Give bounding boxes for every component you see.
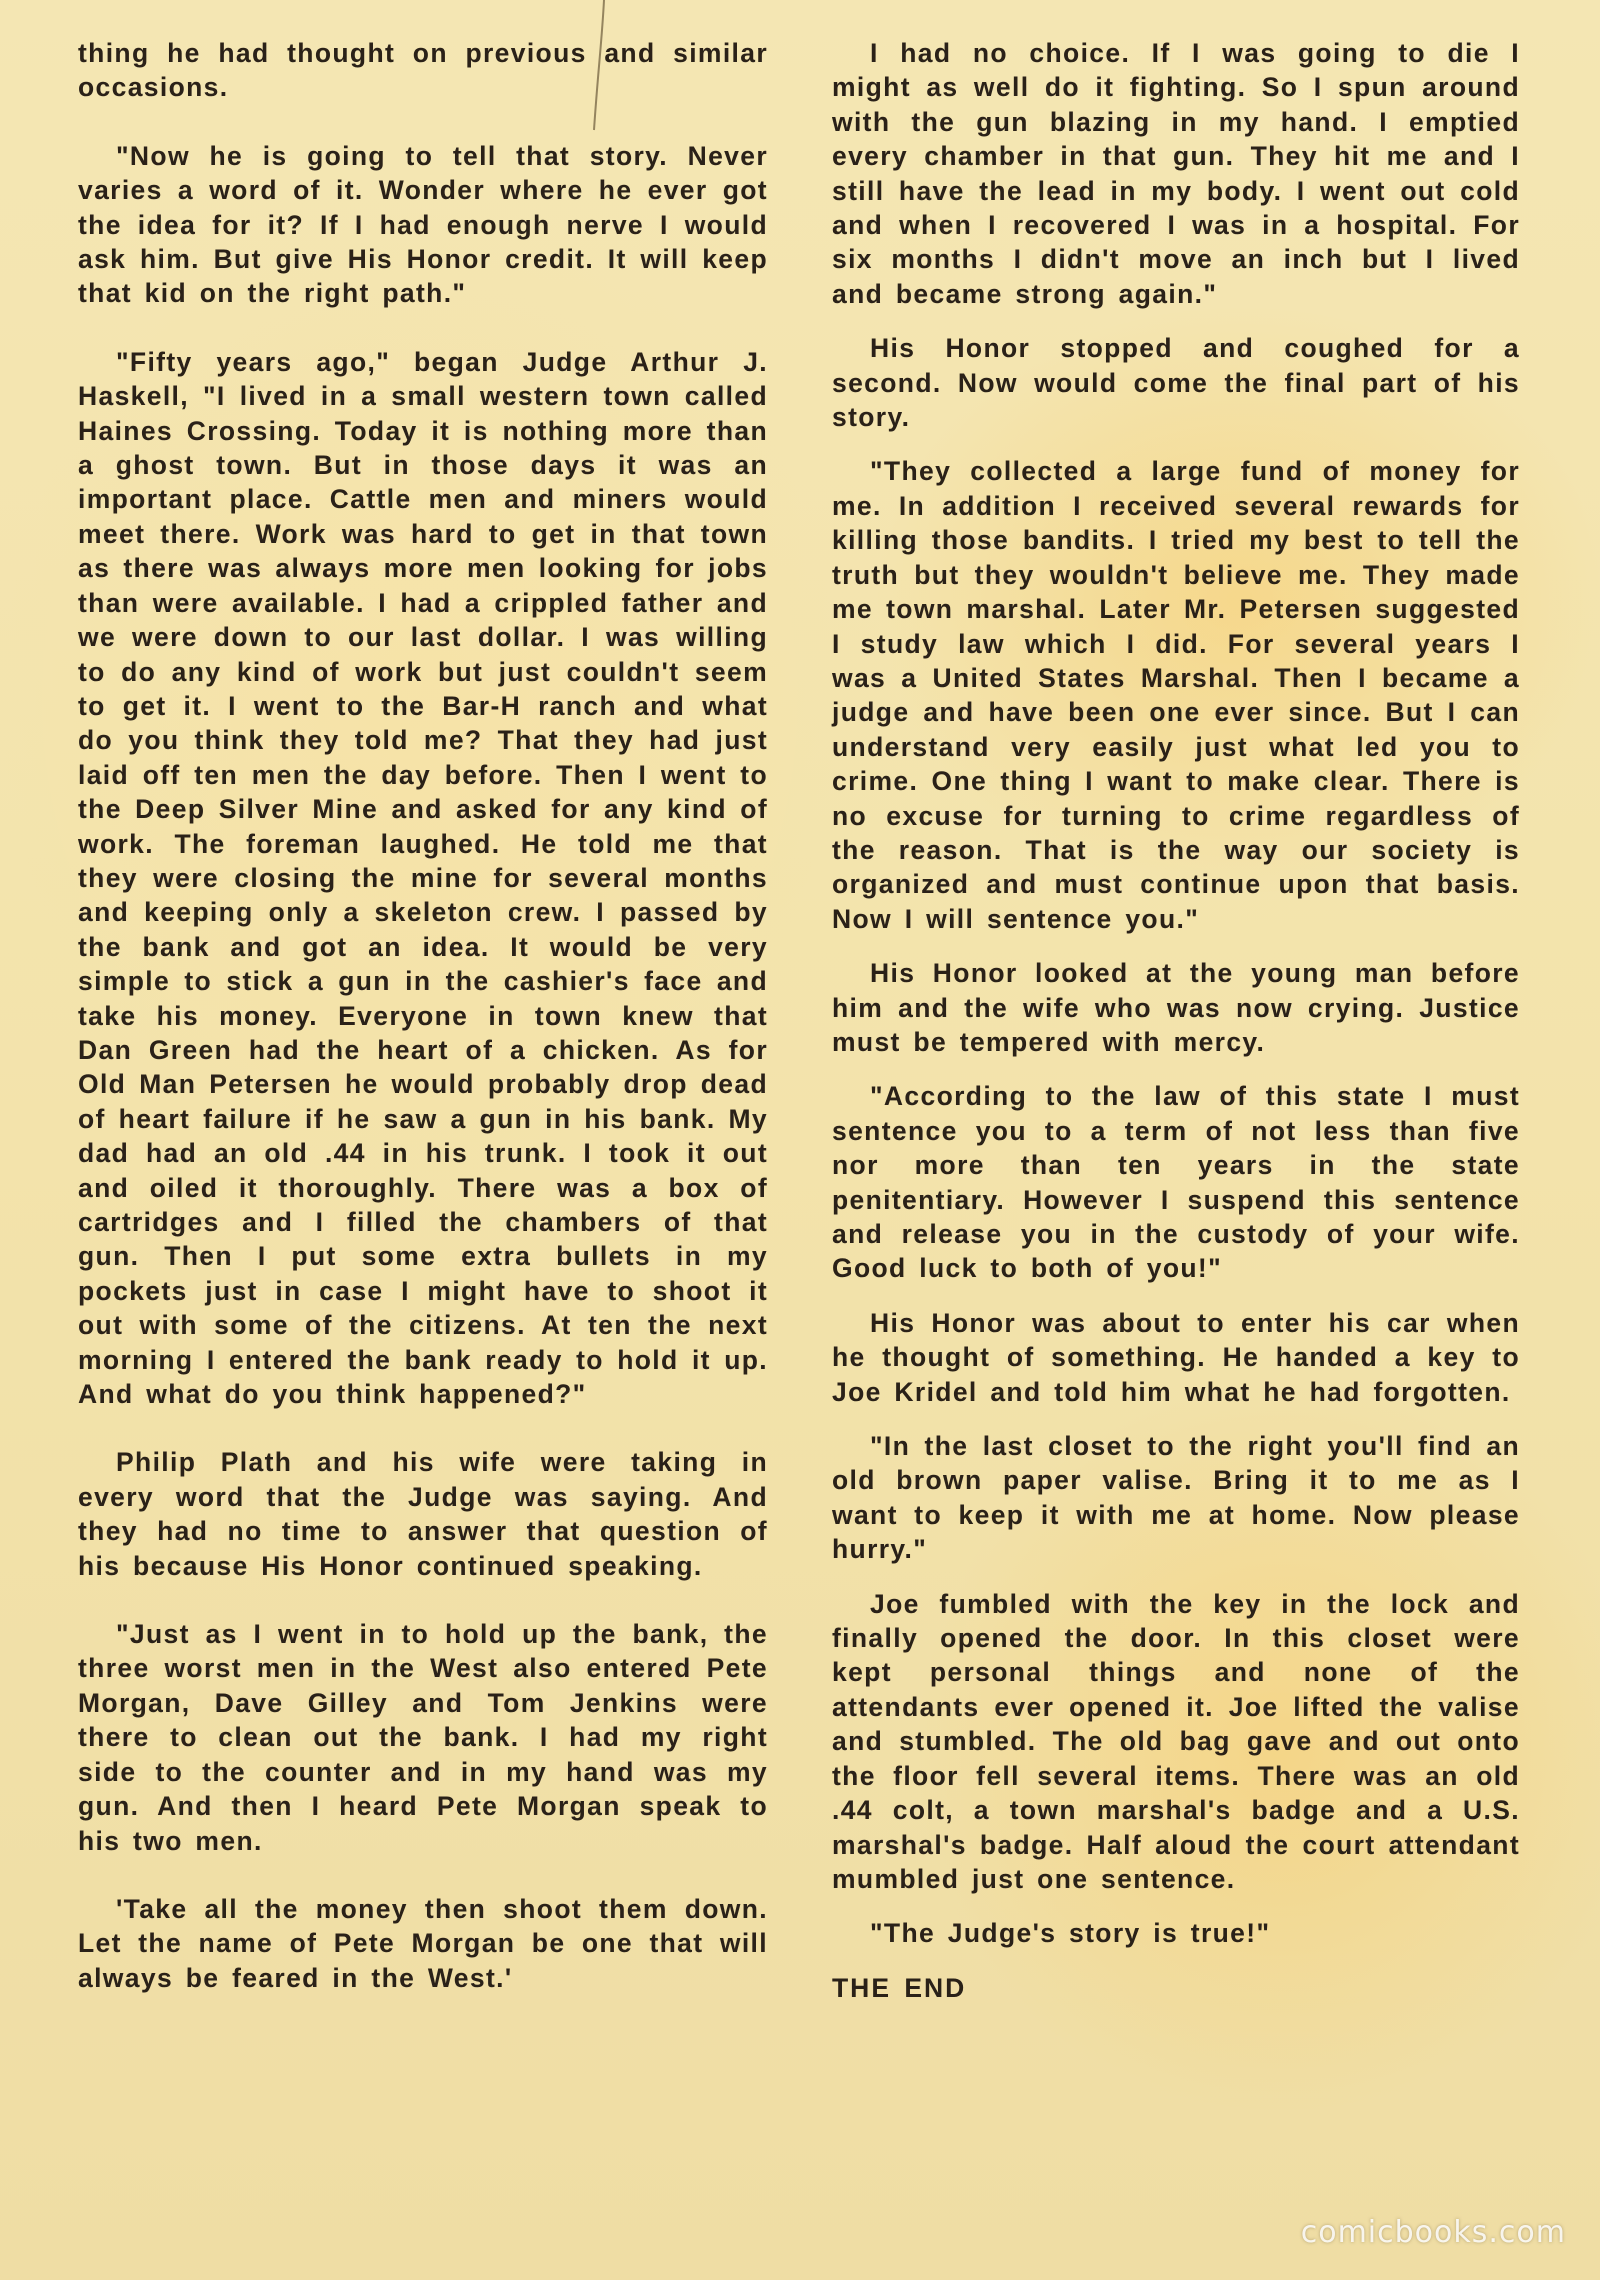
story-paragraph: "Now he is going to tell that story. Never varies a word of it. Wonder where he ever got the idea for it? If I had enough nerve I would ask him. But give His Honor credit. It will keep that kid on the right path." [78,140,768,309]
site-watermark: comicbooks.com [1300,2215,1566,2250]
story-paragraph: Joe fumbled with the key in the lock and finally opened the door. In this closet were kept personal things and none of the attendants ever opened it. Joe lifted the valise and stumbled. The old bag gave and out onto the floor fell several items. There was an old .44 colt, a town marshal's badge and a U.S. marshal's badge. Half aloud the court attendant mumbled just one sentence. [832,1588,1520,1894]
story-paragraph: "The Judge's story is true!" [870,1918,1271,1949]
story-paragraph: 'Take all the money then shoot them down. Let the name of Pete Morgan be one that will always be feared in the West.' [78,1893,768,1993]
story-paragraph: "Just as I went in to hold up the bank, the three worst men in the West also entered Pete Morgan, Dave Gilley and Tom Jenkins were there to clean out the bank. I had my right side to the counter and in my hand was my gun. And then I heard Pete Morgan speak to his two men. [78,1619,768,1856]
story-paragraph: His Honor looked at the young man before him and the wife who was now crying. Justice must be tempered with mercy. [832,958,1520,1057]
story-paragraph: I had no choice. If I was going to die I might as well do it fighting. So I spun around with the gun blazing in my hand. I emptied every chamber in that gun. They hit me and I still have the lead in my body. I went out cold and when I recovered I was in a hospital. For six months I didn't move an inch but I lived and became strong again." [832,38,1520,309]
left-text-column [78,36,768,2029]
story-paragraph: His Honor was about to enter his car when he thought of something. He handed a key to Joe Kridel and told him what he had forgotten. [832,1307,1520,1407]
story-paragraph: "They collected a large fund of money for me. In addition I received several rewards for killing those bandits. I tried my best to tell the truth but they wouldn't believe me. They made me town marshal. Later Mr. Petersen suggested I study law which I did. For several years I was a United States Marshal. Then I became a judge and have been one ever since. But I can understand very easily just what led you to crime. One thing I want to make clear. There is no excuse for turning to crime regardless of the reason. That is the way our society is organized and must continue upon that basis. Now I will sentence you." [832,456,1520,934]
story-paragraph: His Honor stopped and coughed for a second. Now would come the final part of his story. [832,333,1520,433]
story-paragraph: "In the last closet to the right you'll find an old brown paper valise. Bring it to me as I want to keep it with me at home. Now please hurry." [832,1431,1520,1565]
story-paragraph: "According to the law of this state I must sentence you to a term of not less than five nor more than ten years in the state penitentiary. However I suspend this sentence and release you in the custody of your wife. Good luck to both of you!" [832,1081,1520,1284]
the-end-label: THE END [832,1972,967,2003]
story-paragraph: Philip Plath and his wife were taking in every word that the Judge was saying. And they had no time to answer that question of his because His Honor continued speaking. [78,1447,768,1581]
story-paragraph: thing he had thought on previous and similar occasions. [78,38,768,103]
story-paragraph: "Fifty years ago," began Judge Arthur J. Haskell, "I lived in a small western town called Haines Crossing. Today it is nothing more than a ghost town. But in those days it was an important place. Cattle men and miners would meet there. Work was hard to get in that town as there was always more men looking for jobs than were available. I had a crippled father and we were down to our last dollar. I was willing to do any kind of work but just couldn't seem to get it. I went to the Bar-H ranch and what do you think they told me? That they had just laid off ten men the day before. Then I went to the Deep Silver Mine and asked for any kind of work. The foreman laughed. He told me that they were closing the mine for several months and keeping only a skeleton crew. I passed by the bank and got an idea. It would be very simple to stick a gun in the cashier's face and take his money. Everyone in town knew that Dan Green had the heart of a chicken. As for Old Man Petersen he would probably drop dead of heart failure if he saw a gun in his bank. My dad had an old .44 in his trunk. I took it out and oiled it thoroughly. There was a box of cartridges and I filled the chambers of that gun. Then I put some extra bullets in my pockets just in case I might have to shoot it out with some of the citizens. At ten the next morning I entered the bank ready to hold it up. And what do you think happened?" [78,346,768,1410]
right-text-column [832,36,1520,2039]
